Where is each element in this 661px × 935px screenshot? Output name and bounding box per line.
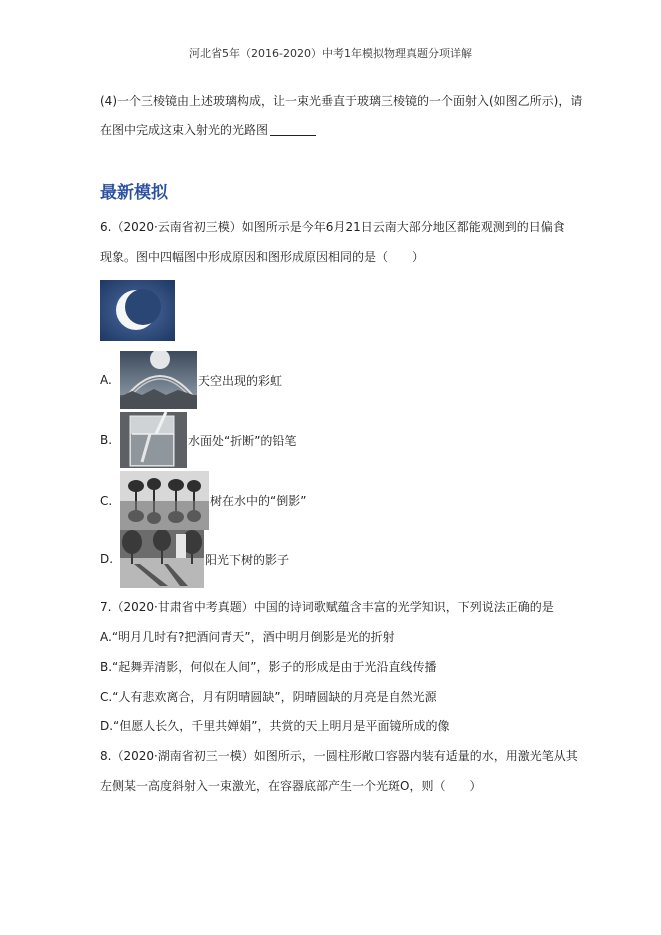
option-b-label: B. xyxy=(100,433,113,447)
q7-stem: 7.（2020·甘肃省中考真题）中国的诗词歌赋蕴含丰富的光学知识，下列说法正确的是 xyxy=(100,600,554,614)
section-title: 最新模拟 xyxy=(100,183,168,203)
q8-line1: 8.（2020·湖南省初三一模）如图所示，一圆柱形敞口容器内装有适量的水，用激光笔从其 xyxy=(100,749,578,763)
option-b-text: 水面处“折断”的铅笔 xyxy=(188,433,297,448)
q6-line1: 6.（2020·云南省初三模）如图所示是今年6月21日云南大部分地区都能观测到的日偏食 xyxy=(100,220,565,234)
option-d-label: D. xyxy=(100,552,114,566)
q6-line2: 现象。图中四幅图中形成原因和图形成原因相同的是（ ） xyxy=(100,250,425,264)
option-c-text: 树在水中的“倒影” xyxy=(210,494,307,508)
q7-option-c[interactable]: C.“人有悲欢离合，月有阴晴圆缺”，阴晴圆缺的月亮是自然光源 xyxy=(100,690,437,704)
rainbow-image xyxy=(120,351,197,409)
q6-option-c[interactable] xyxy=(100,471,306,530)
tree-reflection-image xyxy=(120,471,209,530)
eclipse-figure xyxy=(100,280,175,341)
q7-option-a[interactable]: A.“明月几时有?把酒问青天”，酒中明月倒影是光的折射 xyxy=(100,630,395,644)
option-a-label: A. xyxy=(100,373,112,387)
q6-option-a[interactable] xyxy=(100,351,282,409)
option-c-label: C. xyxy=(100,493,113,508)
option-d-text: 阳光下树的影子 xyxy=(205,552,290,567)
page-header: 河北省5年（2016-2020）中考1年模拟物理真题分项详解 xyxy=(189,47,472,60)
q6-option-d[interactable] xyxy=(100,530,289,588)
q4-line2 xyxy=(100,121,316,138)
q4-line2-text: 在图中完成这束入射光的光路图 xyxy=(100,123,269,137)
tree-shadow-image xyxy=(120,530,204,588)
answer-blank xyxy=(270,135,316,136)
option-a-text: 天空出现的彩虹 xyxy=(198,373,283,388)
q4-line1: (4)一个三棱镜由上述玻璃构成，让一束光垂直于玻璃三棱镜的一个面射入(如图乙所示)，请 xyxy=(100,94,583,108)
q7-option-d[interactable]: D.“但愿人长久，千里共婵娟”，共赏的天上明月是平面镜所成的像 xyxy=(100,719,450,733)
q6-option-b[interactable] xyxy=(100,412,296,468)
q8-line2: 左侧某一高度斜射入一束激光，在容器底部产生一个光斑O，则（ ） xyxy=(100,779,482,793)
pencil-in-water-image xyxy=(120,412,187,468)
q7-option-b[interactable]: B.“起舞弄清影，何似在人间”，影子的形成是由于光沿直线传播 xyxy=(100,660,437,674)
